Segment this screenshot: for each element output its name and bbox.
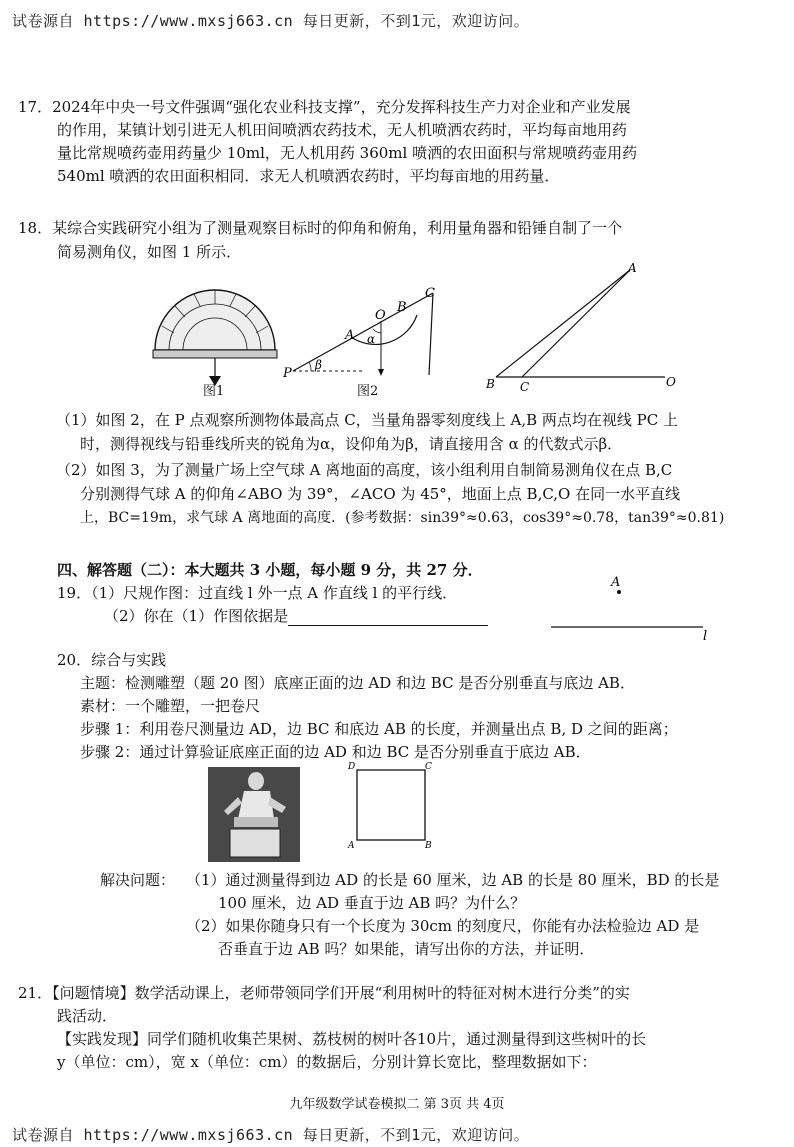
q18-line-1: 18．某综合实践研究小组为了测量观察目标时的仰角和俯角，利用量角器和铅锤自制了一个: [18, 219, 623, 237]
q21-line-4: y（单位：cm），宽 x（单位：cm）的数据后，分别计算长宽比，整理数据如下：: [57, 1053, 597, 1071]
q20-solve-1-line-1: （1）通过测量得到边 AD 的长是 60 厘米，边 AB 的长是 80 厘米，BD 的长是: [186, 871, 720, 889]
q20-solve-2-line-1: （2）如果你随身只有一个长度为 30cm 的刻度尺，你能有办法检验边 AD 是: [186, 917, 700, 935]
figure-2-diagram: [283, 283, 443, 383]
page-footer-number: 九年级数学试卷模拟二 第 3页 共 4页: [289, 1097, 505, 1112]
q18-part1-line-2: 时，测得视线与铅垂线所夹的锐角为α，设仰角为β，请直接用含 α 的代数式示β．: [80, 435, 623, 453]
q17-line-2: 的作用，某镇计划引进无人机田间喷洒农药技术，无人机喷洒农药时，平均每亩地用药: [57, 121, 628, 139]
q19-answer-blank: [288, 611, 488, 626]
q18-part1-line-1: （1）如图 2，在 P 点观察所测物体最高点 C，当量角器零刻度线上 A,B 两点均在视线 PC 上: [56, 411, 678, 429]
q18-part2-line-3: 上，BC=19m，求气球 A 离地面的高度．(参考数据：sin39°≈0.63，cos39°≈0.78，tan39°≈0.81): [80, 510, 725, 526]
q17-line-1: 17．2024年中央一号文件强调“强化农业科技支撑”，充分发挥科技生产力对企业和产业发展: [18, 98, 631, 116]
fig3-label-B: B: [486, 377, 495, 391]
fig3-label-O: O: [666, 375, 676, 389]
fig2-label-O: O: [375, 308, 386, 323]
q20-step-1: 步骤 1：利用卷尺测量边 AD，边 BC 和底边 AB 的长度，并测量出点 B, D 之间的距离；: [80, 720, 678, 738]
q17-line-4: 540ml 喷洒的农田面积相同．求无人机喷洒农药时，平均每亩地的用药量．: [57, 167, 560, 185]
square-label-D: D: [348, 762, 356, 772]
q20-material: 素材：一个雕塑，一把卷尺: [80, 697, 261, 715]
q21-line-3: 【实践发现】同学们随机收集芒果树、荔枝树的树叶各10片，通过测量得到这些树叶的长: [57, 1030, 647, 1048]
q20-solve-label: 解决问题：: [100, 871, 176, 889]
q17-line-3: 量比常规喷药壶用药量少 10ml，无人机用药 360ml 喷洒的农田面积与常规喷药壶用药: [57, 144, 638, 162]
q21-line-1: 21．【问题情境】数学活动课上，老师带领同学们开展“利用树叶的特征对树木进行分类”的实: [18, 984, 630, 1002]
sculpture-photo: [208, 767, 300, 862]
q20-solve-2-line-2: 否垂直于边 AB 吗？如果能，请写出你的方法，并证明．: [218, 940, 595, 958]
q19-label-l: l: [703, 629, 708, 642]
fig2-label-B: B: [397, 300, 407, 315]
square-abcd-diagram: [345, 760, 435, 852]
fig2-label-P: P: [283, 366, 292, 381]
figure-3-diagram: [480, 262, 680, 392]
fig2-label-beta: β: [315, 358, 322, 372]
square-label-A: A: [348, 841, 355, 851]
section-4-title: 四、解答题（二）：本大题共 3 小题，每小题 9 分，共 27 分．: [57, 561, 483, 579]
fig3-label-C: C: [520, 380, 530, 392]
q19-line-2: [104, 606, 488, 626]
fig2-label-A: A: [345, 328, 355, 343]
figure-1-caption: 图1: [203, 384, 225, 399]
fig3-label-A: A: [628, 262, 637, 275]
fig2-label-C: C: [425, 286, 435, 301]
q19-line-2-text: （2）你在（1）作图依据是: [104, 607, 289, 625]
q20-solve-1-line-2: 100 厘米，边 AD 垂直于边 AB 吗？为什么？: [218, 894, 526, 912]
figure-2-caption: 图2: [357, 384, 379, 399]
q20-theme: 主题：检测雕塑（题 20 图）底座正面的边 AD 和边 BC 是否分别垂直与底边 AB．: [80, 674, 635, 692]
square-label-C: C: [425, 762, 432, 772]
footer-watermark: 试卷源自 https://www.mxsj663.cn 每日更新，不到1元，欢迎访问。: [12, 1126, 530, 1144]
q19-label-A: A: [611, 575, 621, 590]
q20-step-2: 步骤 2：通过计算验证底座正面的边 AD 和边 BC 是否分别垂直于底边 AB．: [80, 743, 591, 761]
q21-line-2: 践活动．: [57, 1007, 118, 1025]
square-label-B: B: [425, 841, 432, 851]
q18-line-2: 简易测角仪，如图 1 所示．: [57, 243, 242, 261]
q20-title: 20．综合与实践: [57, 651, 167, 669]
q19-line-1: 19．（1）尺规作图：过直线 l 外一点 A 作直线 l 的平行线．: [57, 584, 458, 602]
fig2-label-alpha: α: [367, 332, 376, 346]
q18-part2-line-1: （2）如图 3，为了测量广场上空气球 A 离地面的高度，该小组利用自制简易测角仪在点 B,C: [56, 461, 673, 479]
q18-part2-line-2: 分别测得气球 A 的仰角∠ABO 为 39°，∠ACO 为 45°，地面上点 B,C,O 在同一水平直线: [80, 485, 681, 503]
q19-diagram: [545, 572, 715, 642]
figure-1-protractor: [145, 268, 285, 400]
header-watermark: 试卷源自 https://www.mxsj663.cn 每日更新，不到1元，欢迎访问。: [12, 12, 530, 30]
